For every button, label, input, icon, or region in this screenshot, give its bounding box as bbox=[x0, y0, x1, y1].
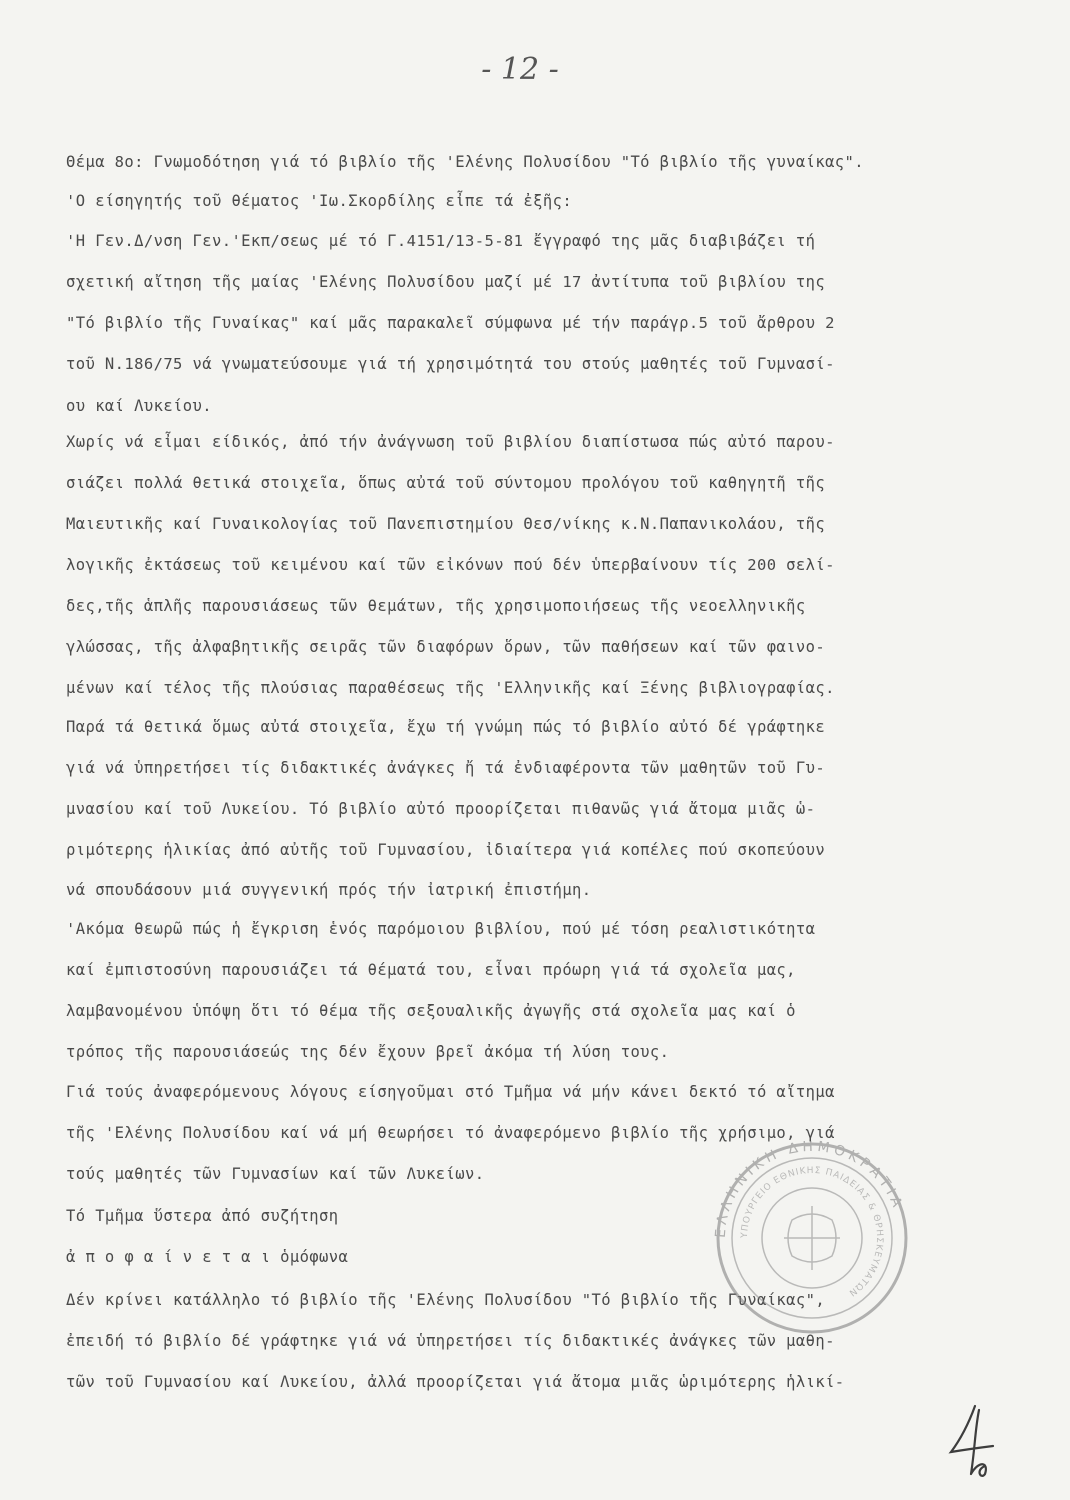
text-line: σχετική αἴτηση τῆς μαίας 'Ελένης Πολυσίδου μαζί μέ 17 ἀντίτυπα τοῦ βιβλίου της bbox=[66, 273, 826, 291]
text-line: ριμότερης ἡλικίας ἀπό αὐτῆς τοῦ Γυμνασίου, ἰδιαίτερα γιά κοπέλες πού σκοπεύουν bbox=[66, 841, 826, 859]
text-line: Μαιευτικῆς καί Γυναικολογίας τοῦ Πανεπιστημίου Θεσ/νίκης κ.Ν.Παπανικολάου, τῆς bbox=[66, 515, 826, 533]
stamp-inner-text: ΥΠΟΥΡΓΕΙΟ ΕΘΝΙΚΗΣ ΠΑΙΔΕΙΑΣ & ΘΡΗΣΚΕΥΜΑΤΩΝ bbox=[739, 1165, 885, 1298]
stamp-outer-text: ΕΛΛΗΝΙΚΗ ΔΗΜΟΚΡΑΤΙΑ bbox=[712, 1138, 907, 1239]
official-stamp bbox=[712, 1138, 912, 1338]
text-line: σιάζει πολλά θετικά στοιχεῖα, ὅπως αὐτά τοῦ σύντομου προλόγου τοῦ καθηγητῆ τῆς bbox=[66, 474, 826, 492]
handwritten-signature bbox=[945, 1400, 1015, 1480]
text-line: καί ἐμπιστοσύνη παρουσιάζει τά θέματά του, εἶναι πρόωρη γιά τά σχολεῖα μας, bbox=[66, 961, 796, 979]
text-line: τρόπος τῆς παρουσιάσεώς της δέν ἔχουν βρεῖ ἀκόμα τή λύση τους. bbox=[66, 1043, 670, 1061]
text-line: τούς μαθητές τῶν Γυμνασίων καί τῶν Λυκείων. bbox=[66, 1165, 485, 1183]
text-line: νά σπουδάσουν μιά συγγενική πρός τήν ἰατρική ἐπιστήμη. bbox=[66, 881, 592, 899]
text-line: ἀ π ο φ α ί ν ε τ α ι ὁμόφωνα bbox=[66, 1248, 349, 1266]
text-line: Γιά τούς ἀναφερόμενους λόγους είσηγοῦμαι στό Τμῆμα νά μήν κάνει δεκτό τό αἴτημα bbox=[66, 1083, 835, 1101]
text-line: μνασίου καί τοῦ Λυκείου. Τό βιβλίο αὐτό προορίζεται πιθανῶς γιά ἄτομα μιᾶς ὡ- bbox=[66, 800, 816, 818]
text-line: Δέν κρίνει κατάλληλο τό βιβλίο τῆς 'Ελένης Πολυσίδου "Τό βιβλίο τῆς Γυναίκας", bbox=[66, 1291, 826, 1309]
text-line: λογικῆς ἐκτάσεως τοῦ κειμένου καί τῶν εἰκόνων πού δέν ὑπερβαίνουν τίς 200 σελί- bbox=[66, 556, 835, 574]
text-line: τοῦ Ν.186/75 νά γνωματεύσουμε γιά τή χρησιμότητά του στούς μαθητές τοῦ Γυμνασί- bbox=[66, 355, 835, 373]
text-line: τῶν τοῦ Γυμνασίου καί Λυκείου, ἀλλά προορίζεται γιά ἄτομα μιᾶς ὡριμότερης ἡλικί- bbox=[66, 1373, 845, 1391]
text-line: 'Ακόμα θεωρῶ πώς ἡ ἔγκριση ἑνός παρόμοιου βιβλίου, πού μέ τόση ρεαλιστικότητα bbox=[66, 920, 816, 938]
text-line: Θέμα 8ο: Γνωμοδότηση γιά τό βιβλίο τῆς 'Ελένης Πολυσίδου "Τό βιβλίο τῆς γυναίκας". bbox=[66, 153, 865, 171]
text-line: ἐπειδή τό βιβλίο δέ γράφτηκε γιά νά ὑπηρετήσει τίς διδακτικές ἀνάγκες τῶν μαθη- bbox=[66, 1332, 835, 1350]
stamp-emblem-icon bbox=[784, 1206, 840, 1270]
text-line: "Τό βιβλίο τῆς Γυναίκας" καί μᾶς παρακαλεῖ σύμφωνα μέ τήν παράγρ.5 τοῦ ἄρθρου 2 bbox=[66, 314, 835, 332]
text-line: γιά νά ὑπηρετήσει τίς διδακτικές ἀνάγκες ἤ τά ἐνδιαφέροντα τῶν μαθητῶν τοῦ Γυ- bbox=[66, 759, 826, 777]
text-line: Τό Τμῆμα ὕστερα ἀπό συζήτηση bbox=[66, 1207, 339, 1225]
text-line: δες,τῆς ἁπλῆς παρουσιάσεως τῶν θεμάτων, τῆς χρησιμοποιήσεως τῆς νεοελληνικῆς bbox=[66, 597, 806, 615]
text-line: τῆς 'Ελένης Πολυσίδου καί νά μή θεωρήσει τό ἀναφερόμενο βιβλίο τῆς χρήσιμο, γιά bbox=[66, 1124, 835, 1142]
text-line: λαμβανομένου ὑπόψη ὅτι τό θέμα τῆς σεξουαλικῆς ἀγωγῆς στά σχολεῖα μας καί ὁ bbox=[66, 1002, 796, 1020]
text-line: 'Η Γεν.Δ/νση Γεν.'Εκπ/σεως μέ τό Γ.4151/13-5-81 ἔγγραφό της μᾶς διαβιβάζει τή bbox=[66, 232, 816, 250]
page-number: - 12 - bbox=[481, 52, 559, 87]
text-line: μένων καί τέλος τῆς πλούσιας παραθέσεως τῆς 'Ελληνικῆς καί Ξένης βιβλιογραφίας. bbox=[66, 679, 835, 697]
text-line: Παρά τά θετικά ὅμως αὐτά στοιχεῖα, ἔχω τή γνώμη πώς τό βιβλίο αὐτό δέ γράφτηκε bbox=[66, 718, 826, 736]
text-line: γλώσσας, τῆς ἀλφαβητικῆς σειρᾶς τῶν διαφόρων ὅρων, τῶν παθήσεων καί τῶν φαινο- bbox=[66, 638, 826, 656]
text-line: Χωρίς νά εἶμαι είδικός, ἀπό τήν ἀνάγνωση τοῦ βιβλίου διαπίστωσα πώς αὐτό παρου- bbox=[66, 433, 835, 451]
text-line: 'Ο είσηγητής τοῦ θέματος 'Ιω.Σκορδίλης εἶπε τά ἐξῆς: bbox=[66, 192, 573, 210]
text-line: ου καί Λυκείου. bbox=[66, 397, 212, 415]
